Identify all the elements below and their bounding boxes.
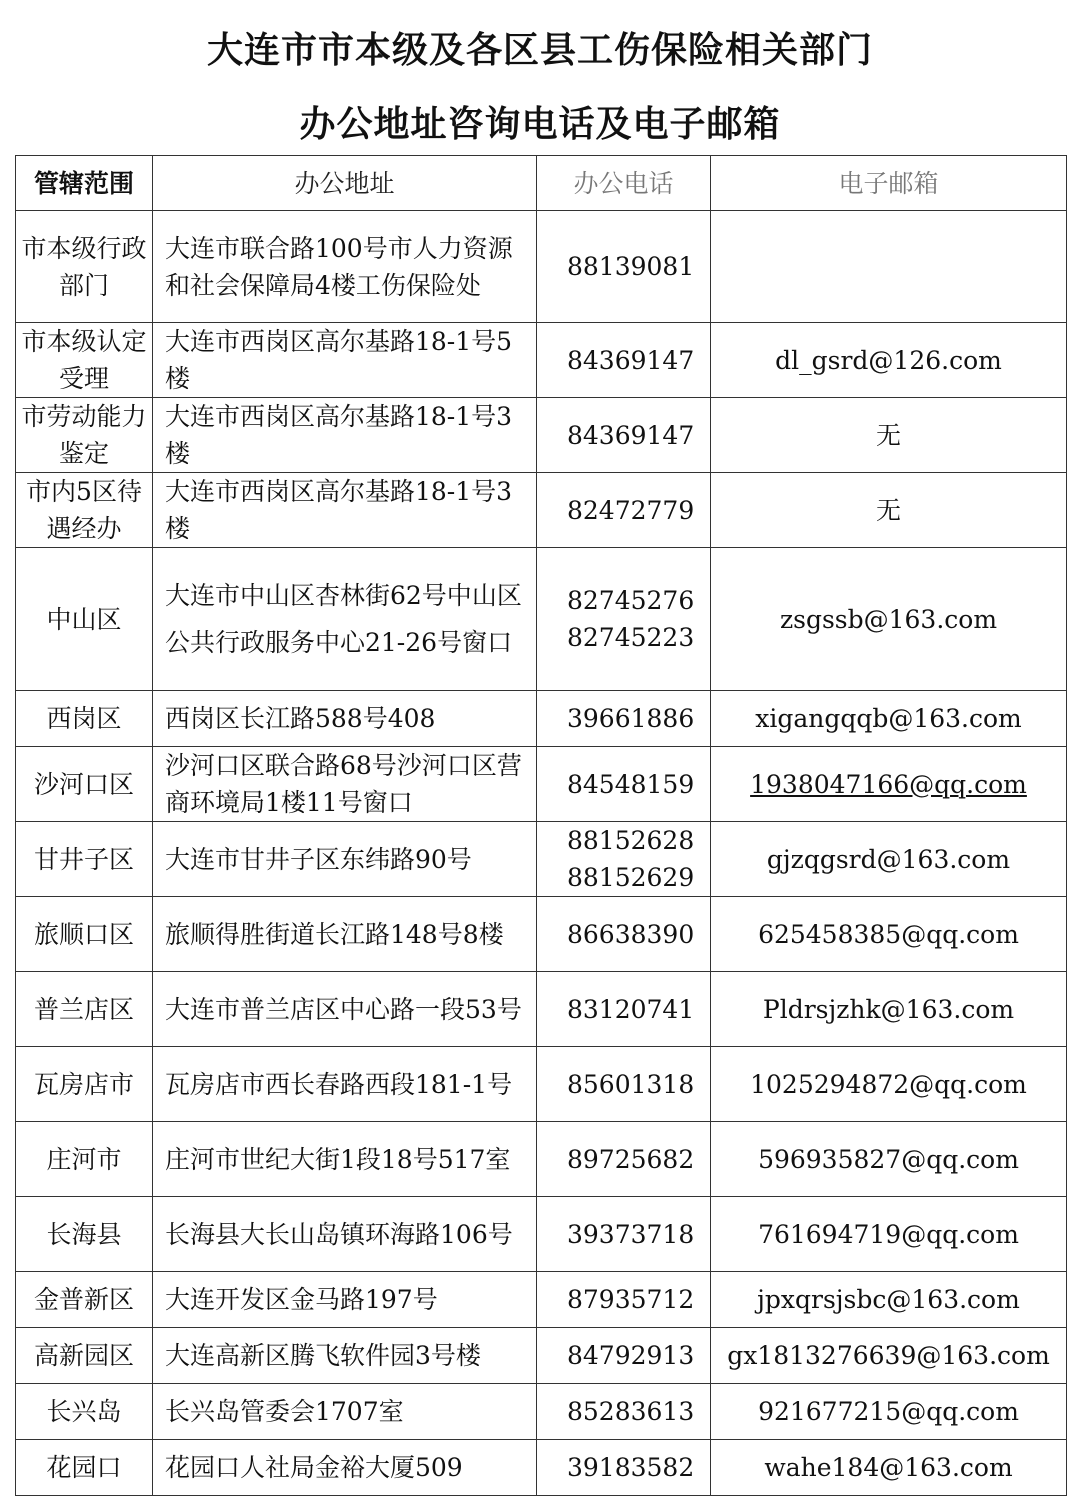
phone-cell [537,1122,711,1197]
phone-cell-text: 88139081 [567,252,695,281]
table-row [16,972,1067,1047]
address-cell [153,1328,537,1384]
phone-cell [537,548,711,691]
table-row [16,398,1067,473]
address-cell-text: 大连高新区腾飞软件园3号楼 [165,1341,481,1370]
address-cell-text: 沙河口区联合路68号沙河口区营商环境局1楼11号窗口 [165,751,522,817]
phone-cell-text: 82745276 82745223 [567,586,695,652]
scope-cell [16,1122,153,1197]
table-row [16,1328,1067,1384]
address-cell [153,1272,537,1328]
address-cell [153,1384,537,1440]
email-cell [711,1384,1067,1440]
scope-cell-text: 市本级认定受理 [21,327,147,393]
header-email: 电子邮箱 [711,156,1067,211]
email-cell [711,1328,1067,1384]
email-cell-text[interactable]: 625458385@qq.com [758,919,1019,949]
table-row [16,1384,1067,1440]
email-cell [711,548,1067,691]
address-cell-text: 大连开发区金马路197号 [165,1285,438,1314]
address-cell [153,548,537,691]
email-cell-text: 无 [875,495,901,525]
phone-cell [537,822,711,897]
email-cell [711,1272,1067,1328]
address-cell-text: 长兴岛管委会1707室 [165,1397,404,1426]
scope-cell-text: 普兰店区 [33,994,134,1024]
scope-cell [16,1197,153,1272]
phone-cell-text: 39373718 [567,1219,695,1249]
table-row [16,1047,1067,1122]
table-row [16,691,1067,747]
phone-cell [537,1197,711,1272]
email-cell [711,473,1067,548]
phone-cell-text: 84792913 [567,1341,695,1370]
address-cell-text: 大连市西岗区高尔基路18-1号3楼 [165,402,513,468]
email-cell-text[interactable]: xigangqqb@163.com [755,704,1022,733]
scope-cell [16,473,153,548]
address-cell-text: 瓦房店市西长春路西段181-1号 [165,1069,513,1099]
header-address: 办公地址 [153,156,537,211]
scope-cell-text: 市内5区待遇经办 [26,477,142,543]
address-cell-text: 花园口人社局金裕大厦509 [165,1453,463,1482]
address-cell-text: 旅顺得胜街道长江路148号8楼 [165,919,504,949]
phone-cell-text: 88152628 88152629 [567,826,695,892]
phone-cell-text: 83120741 [567,994,695,1024]
address-cell [153,398,537,473]
phone-cell [537,1047,711,1122]
phone-cell-text: 39183582 [567,1453,695,1482]
phone-cell-text: 84369147 [567,345,695,375]
email-cell-text[interactable]: 1938047166@qq.com [750,769,1027,799]
phone-cell-text: 84548159 [567,769,695,799]
scope-cell-text: 中山区 [46,604,122,634]
phone-cell [537,1328,711,1384]
table-row [16,1272,1067,1328]
address-cell-text: 庄河市世纪大街1段18号517室 [165,1144,511,1174]
scope-cell [16,822,153,897]
address-cell [153,1440,537,1496]
phone-cell [537,972,711,1047]
scope-cell-text: 高新园区 [33,1341,134,1370]
scope-cell-text: 长海县 [46,1219,122,1249]
scope-cell [16,897,153,972]
address-cell-text: 西岗区长江路588号408 [165,704,436,733]
scope-cell-text: 市本级行政部门 [21,233,147,300]
phone-cell [537,473,711,548]
scope-cell [16,1440,153,1496]
phone-cell [537,897,711,972]
scope-cell [16,1047,153,1122]
address-cell [153,323,537,398]
scope-cell [16,211,153,323]
scope-cell-text: 庄河市 [46,1144,122,1174]
email-cell-text[interactable]: 921677215@qq.com [758,1397,1019,1426]
phone-cell-text: 89725682 [567,1144,695,1174]
email-cell-text: 无 [875,420,901,450]
table-row [16,897,1067,972]
email-cell-text[interactable]: 1025294872@qq.com [750,1069,1027,1099]
phone-cell-text: 85283613 [567,1397,695,1426]
table-row [16,473,1067,548]
phone-cell [537,398,711,473]
phone-cell-text: 39661886 [567,704,695,733]
scope-cell-text: 市劳动能力鉴定 [21,402,147,468]
table-header-row [16,156,1067,211]
phone-cell [537,1272,711,1328]
scope-cell [16,691,153,747]
email-cell-text[interactable]: zsgssb@163.com [779,604,998,634]
email-cell-text[interactable]: gjzqgsrd@163.com [766,844,1011,874]
phone-cell-text: 82472779 [567,495,695,525]
email-cell [711,972,1067,1047]
address-cell [153,1197,537,1272]
table-row [16,1197,1067,1272]
address-cell [153,747,537,822]
address-cell [153,972,537,1047]
document-title-line1: 大连市市本级及各区县工伤保险相关部门 [206,30,873,71]
email-cell [711,398,1067,473]
scope-cell [16,1384,153,1440]
email-cell [711,1122,1067,1197]
phone-cell-text: 87935712 [567,1285,695,1314]
address-cell-text: 大连市甘井子区东纬路90号 [165,844,472,874]
email-cell [711,1047,1067,1122]
header-scope: 管辖范围 [16,156,153,211]
table-row [16,747,1067,822]
scope-cell [16,972,153,1047]
scope-cell-text: 金普新区 [33,1285,134,1314]
email-cell-text[interactable]: Pldrsjzhk@163.com [762,994,1015,1024]
address-cell-text: 大连市普兰店区中心路一段53号 [165,994,522,1024]
address-cell-text: 大连市联合路100号市人力资源和社会保障局4楼工伤保险处 [165,233,513,300]
address-cell [153,822,537,897]
email-cell-text[interactable]: 596935827@qq.com [758,1144,1019,1174]
phone-cell [537,1384,711,1440]
email-cell [711,323,1067,398]
table-row [16,211,1067,323]
phone-cell [537,323,711,398]
header-phone: 办公电话 [537,156,711,211]
email-cell-text[interactable]: gx1813276639@163.com [727,1341,1050,1370]
scope-cell-text: 瓦房店市 [33,1069,134,1099]
scope-cell [16,747,153,822]
table-row [16,1122,1067,1197]
address-cell-text: 长海县大长山岛镇环海路106号 [165,1219,513,1249]
address-cell [153,1122,537,1197]
address-cell [153,211,537,323]
email-cell-text[interactable]: wahe184@163.com [764,1453,1013,1482]
phone-cell [537,1440,711,1496]
table-row [16,822,1067,897]
email-cell [711,747,1067,822]
phone-cell-text: 86638390 [567,919,695,949]
address-cell-text: 大连市西岗区高尔基路18-1号5楼 [165,327,513,393]
address-cell-text: 大连市西岗区高尔基路18-1号3楼 [165,477,513,543]
email-cell [711,1197,1067,1272]
scope-cell [16,398,153,473]
email-cell [711,691,1067,747]
email-cell [711,822,1067,897]
table-row [16,323,1067,398]
scope-cell-text: 花园口 [46,1453,122,1482]
address-cell [153,473,537,548]
scope-cell [16,323,153,398]
email-cell [711,897,1067,972]
email-cell-text[interactable]: dl_gsrd@126.com [775,345,1002,375]
scope-cell-text: 西岗区 [46,704,122,733]
email-cell-text[interactable]: 761694719@qq.com [758,1219,1019,1249]
address-cell [153,897,537,972]
address-cell [153,1047,537,1122]
scope-cell-text: 旅顺口区 [33,919,134,949]
phone-cell-text: 84369147 [567,420,695,450]
scope-cell-text: 沙河口区 [33,769,134,799]
phone-cell [537,211,711,323]
scope-cell-text: 甘井子区 [33,844,134,874]
email-cell-text[interactable]: jpxqrsjsbc@163.com [757,1285,1020,1314]
scope-cell [16,1272,153,1328]
email-cell [711,1440,1067,1496]
email-cell [711,211,1067,323]
document-title-line2: 办公地址咨询电话及电子邮箱 [299,104,781,145]
phone-cell-text: 85601318 [567,1069,695,1099]
contact-table [15,155,1067,1496]
scope-cell-text: 长兴岛 [46,1397,122,1426]
scope-cell [16,548,153,691]
scope-cell [16,1328,153,1384]
address-cell [153,691,537,747]
phone-cell [537,747,711,822]
table-row [16,1440,1067,1496]
phone-cell [537,691,711,747]
address-cell-text: 大连市中山区杏林街62号中山区公共行政服务中心21-26号窗口 [165,581,522,657]
table-row [16,548,1067,691]
